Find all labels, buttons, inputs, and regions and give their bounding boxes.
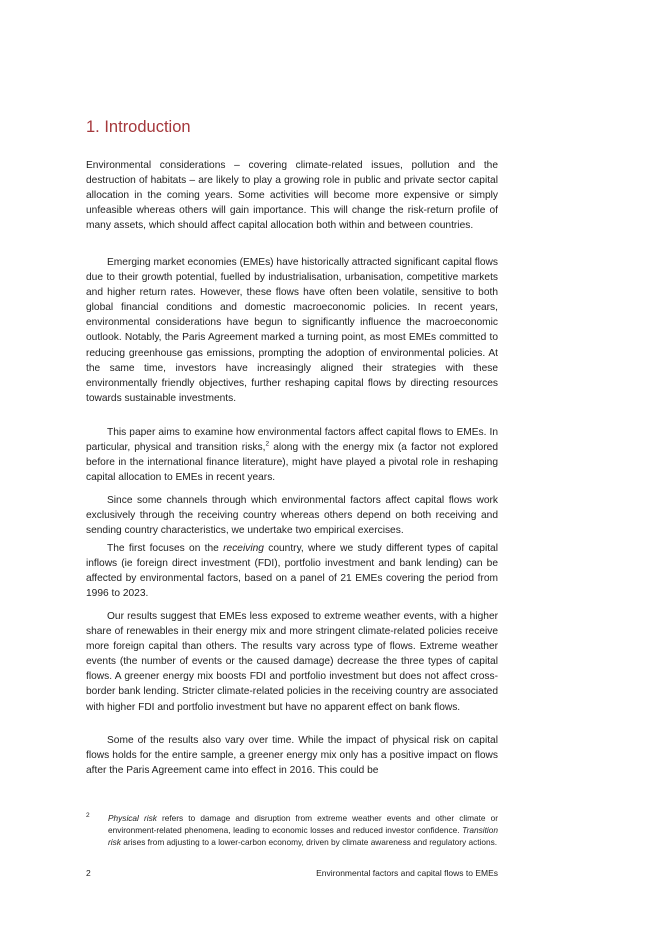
fn-term-1: Physical risk [108, 813, 157, 823]
paragraph-7: Some of the results also vary over time. While the impact of physical risk on capital flows holds for the entire sample, a greener energy mix only has a positive impact on flows after the Paris Agreement came into effect in 2016. This could be [86, 735, 498, 777]
section-heading: 1. Introduction [86, 118, 191, 136]
paragraph-2: Emerging market economies (EMEs) have historically attracted significant capital flows due to their growth potential, fuelled by industrialisation, urbanisation, competitive markets and higher return rates. However, these flows have often been volatile, sensitive to both global financial conditions and domestic macroeconomic policies. In recent years, environmental considerations have begun to significantly influence the macroeconomic outlook. Notably, the Paris Agreement marked a turning point, as most EMEs committed to reducing greenhouse gas emissions, prompting the adoption of environmental policies. At the same time, investors have increasingly aligned their strategies with these environmentally friendly objectives, further reshaping capital flows by directing resources towards sustainable investments. [86, 257, 498, 404]
fn-term-2: Transition risk [108, 825, 498, 848]
p5-text-a: The first focuses on the [107, 543, 224, 554]
fn-text-2: arises from adjusting to a lower-carbon economy, driven by climate awareness and regulatory actions. [120, 837, 498, 848]
fn-text-1: refers to damage and disruption from extreme weather events and other climate or environment-related phenomena, leading to economic losses and reduced investor confidence. [108, 813, 498, 836]
paragraph-4: Since some channels through which environmental factors affect capital flows work exclusively through the receiving country whereas others depend on both receiving and sending country characteristics, we undertake two empirical exercises. [86, 495, 498, 537]
running-title: Environmental factors and capital flows to EMEs [316, 868, 498, 878]
p3-text-b: along with the energy mix (a factor not explored before in the international finance literature), might have played a pivotal role in reshaping capital allocation to EMEs in recent years. [86, 442, 498, 484]
paragraph-1: Environmental considerations – covering climate-related issues, pollution and the destruction of habitats – are likely to play a growing role in public and private sector capital allocation in the coming years. Some activities will become more expensive or simply unfeasible whereas others will gain importance. This will change the risk-return profile of many assets, which should affect capital allocation both within and between countries. [86, 160, 498, 232]
p5-emphasis: receiving [223, 543, 264, 554]
p3-text-a: This paper aims to examine how environmental factors affect capital flows to EMEs. In particular, physical and transition risks, [86, 427, 498, 454]
paragraph-6: Our results suggest that EMEs less exposed to extreme weather events, with a higher share of renewables in their energy mix and more stringent climate-related policies receive more foreign capital than others. The results vary across type of flows. Extreme weather events (the number of events or the caused damage) decrease the three types of capital flows. A greener energy mix boosts FDI and portfolio investment but does not affect cross-border bank lending. Stricter climate-related policies in the receiving country are associated with higher FDI and portfolio investment but have no apparent effect on bank flows. [86, 611, 498, 713]
paragraph-3 [86, 425, 498, 485]
footnote [108, 812, 498, 849]
footnote-ref[interactable]: 2 [265, 440, 270, 448]
footnote-number: 2 [86, 812, 90, 819]
p5-text-b: country, where we study different types of capital inflows (ie foreign direct investment (FDI), portfolio investment and bank lending) can be affected by environmental factors, based on a panel of 21 EMEs covering the period from 1996 to 2023. [86, 543, 498, 600]
page-number: 2 [86, 868, 91, 878]
paragraph-5 [86, 541, 498, 601]
